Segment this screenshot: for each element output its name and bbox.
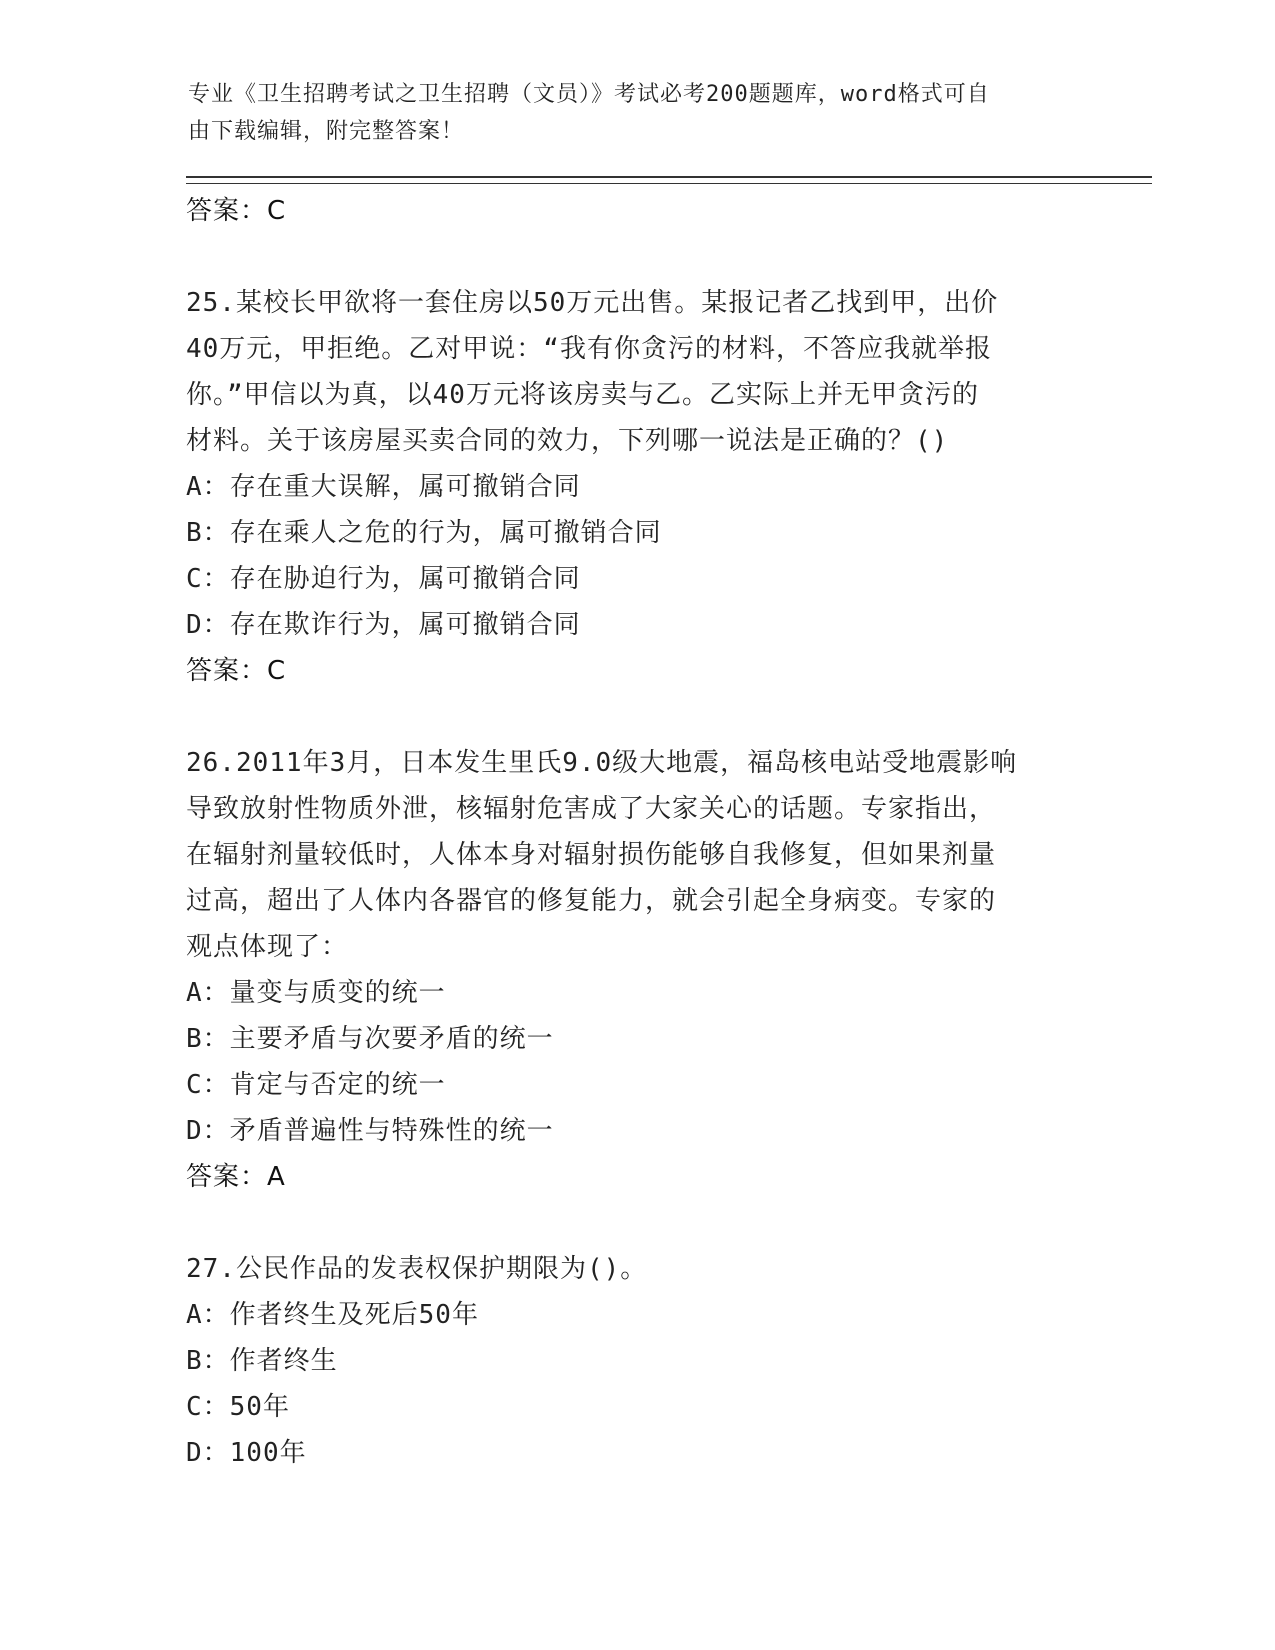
option-a: A：量变与质变的统一 xyxy=(186,978,446,1008)
spacer xyxy=(186,1200,1086,1246)
question-text-line: 25.某校长甲欲将一套住房以50万元出售。某报记者乙找到甲，出价 xyxy=(186,288,999,318)
answer: 答案：C xyxy=(186,656,287,686)
question-text-line: 过高，超出了人体内各器官的修复能力，就会引起全身病变。专家的 xyxy=(186,886,997,916)
question-text-line: 40万元，甲拒绝。乙对甲说：“我有你贪污的材料，不答应我就举报 xyxy=(186,334,992,364)
question-text-line: 27.公民作品的发表权保护期限为()。 xyxy=(186,1254,648,1284)
header-line-2: 由下载编辑，附完整答案！ xyxy=(188,119,465,144)
option-b: B：存在乘人之危的行为，属可撤销合同 xyxy=(186,518,662,548)
document-body xyxy=(186,188,1086,1476)
question-text-line: 你。”甲信以为真，以40万元将该房卖与乙。乙实际上并无甲贪污的 xyxy=(186,380,979,410)
question-27 xyxy=(186,1246,1086,1476)
question-26 xyxy=(186,740,1086,1200)
question-text-line: 材料。关于该房屋买卖合同的效力，下列哪一说法是正确的？() xyxy=(186,426,949,456)
question-text-line: 在辐射剂量较低时，人体本身对辐射损伤能够自我修复，但如果剂量 xyxy=(186,840,997,870)
header-divider-thick xyxy=(186,176,1152,178)
option-c: C：存在胁迫行为，属可撤销合同 xyxy=(186,564,581,594)
answer: 答案：A xyxy=(186,1162,286,1192)
option-a: A：作者终生及死后50年 xyxy=(186,1300,479,1330)
header-divider-thin xyxy=(186,183,1152,184)
option-d: D：矛盾普遍性与特殊性的统一 xyxy=(186,1116,554,1146)
question-text-line: 导致放射性物质外泄，核辐射危害成了大家关心的话题。专家指出， xyxy=(186,794,997,824)
option-d: D：100年 xyxy=(186,1438,307,1468)
option-b: B：作者终生 xyxy=(186,1346,338,1376)
previous-answer: 答案：C xyxy=(186,196,287,226)
question-text-line: 观点体现了： xyxy=(186,932,349,962)
header-line-1: 专业《卫生招聘考试之卫生招聘（文员）》考试必考200题题库，word格式可自 xyxy=(188,82,990,107)
option-c: C：50年 xyxy=(186,1392,290,1422)
option-c: C：肯定与否定的统一 xyxy=(186,1070,446,1100)
question-25 xyxy=(186,280,1086,694)
option-b: B：主要矛盾与次要矛盾的统一 xyxy=(186,1024,554,1054)
option-d: D：存在欺诈行为，属可撤销合同 xyxy=(186,610,581,640)
question-text-line: 26.2011年3月，日本发生里氏9.0级大地震，福岛核电站受地震影响 xyxy=(186,748,1018,778)
spacer xyxy=(186,234,1086,280)
spacer xyxy=(186,694,1086,740)
document-header xyxy=(188,76,1088,150)
option-a: A：存在重大误解，属可撤销合同 xyxy=(186,472,581,502)
